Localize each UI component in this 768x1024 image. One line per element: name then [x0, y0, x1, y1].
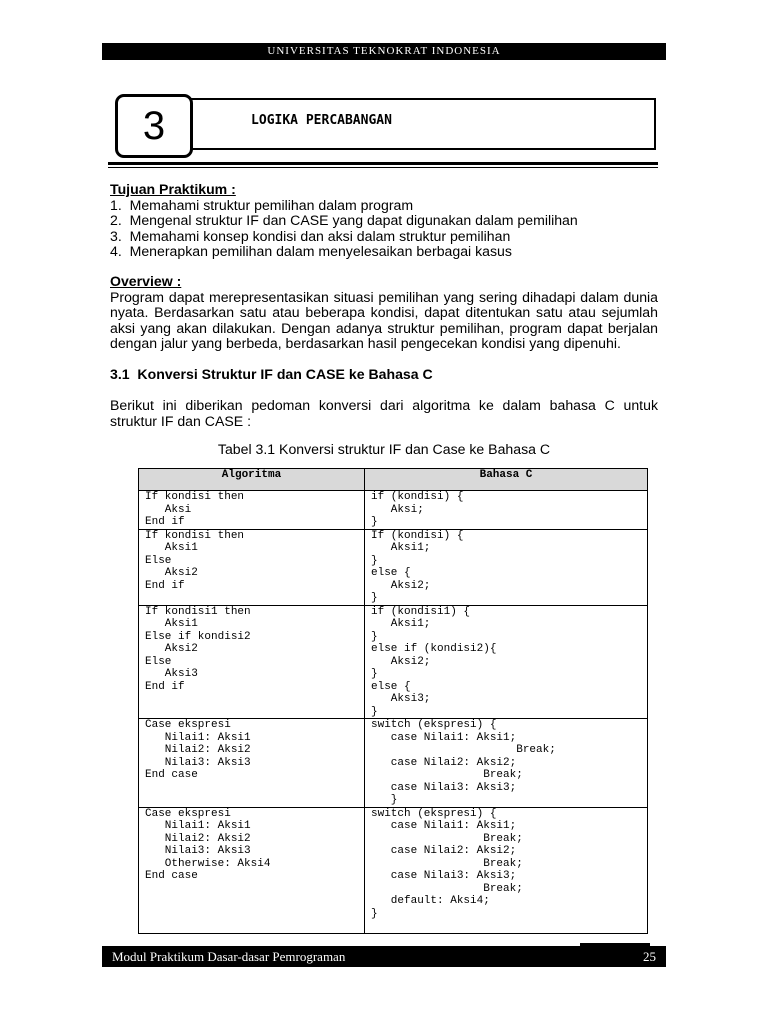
tujuan-heading: Tujuan Praktikum :: [110, 181, 236, 197]
overview-line: Program dapat merepresentasikan situasi pemilihan yang sering dihadapi dalam dunia: [110, 288, 658, 305]
chapter-number-box: [115, 94, 193, 158]
c-code: switch (ekspresi) { case Nilai1: Aksi1; Break; case Nilai2: Aksi2; Break; case Nilai3: Aksi3; Break; default: Aksi4; }: [371, 807, 523, 920]
algo-code: If kondisi1 then Aksi1 Else if kondisi2 Aksi2 Else Aksi3 End if: [145, 605, 251, 693]
c-code: if (kondisi) { Aksi; }: [371, 491, 464, 528]
title-rule-thin: [108, 167, 658, 168]
table-row: [139, 719, 648, 808]
chapter-number: 3: [142, 104, 166, 148]
title-rule-thick: [108, 162, 658, 165]
page-number: 25: [643, 949, 656, 964]
algo-code: If kondisi then Aksi End if: [145, 491, 245, 528]
table-header-row: [139, 469, 648, 491]
running-header: [102, 43, 666, 60]
tujuan-item: 1. Memahami struktur pemilihan dalam program: [110, 196, 414, 213]
tujuan-item: 3. Memahami konsep kondisi dan aksi dalam struktur pemilihan: [110, 227, 511, 244]
algo-code: Case ekspresi Nilai1: Aksi1 Nilai2: Aksi2 Nilai3: Aksi3 End case: [145, 719, 251, 781]
c-code: switch (ekspresi) { case Nilai1: Aksi1; Break; case Nilai2: Aksi2; Break; case Nilai3: Aksi3; }: [371, 719, 556, 806]
table-row: [139, 605, 648, 719]
algo-cell: [139, 605, 365, 719]
overview-line: aksi yang akan dilakukan. Dengan adanya struktur pemilihan, program dapat berjalan: [110, 319, 658, 336]
table-row: [139, 491, 648, 530]
table-caption: Tabel 3.1 Konversi struktur IF dan Case ke Bahasa C: [217, 441, 551, 457]
algo-cell: [139, 719, 365, 808]
algo-cell: [139, 807, 365, 933]
tujuan-item: 2. Mengenal struktur IF dan CASE yang dapat digunakan dalam pemilihan: [110, 212, 578, 229]
c-cell: [365, 491, 648, 530]
intro-line: Berikut ini diberikan pedoman konversi dari algoritma ke dalam bahasa C untuk: [110, 397, 658, 413]
conversion-table: [138, 468, 648, 934]
overview-line: dengan jalur yang berbeda, berdasarkan hasil pengecekan kondisi yang dipenuhi.: [110, 335, 621, 352]
c-code: If (kondisi) { Aksi1; } else { Aksi2; }: [371, 529, 464, 604]
header-title: UNIVERSITAS TEKNOKRAT INDONESIA: [267, 45, 501, 57]
c-code: if (kondisi1) { Aksi1; } else if (kondisi2){ Aksi2; } else { Aksi3; }: [371, 605, 497, 718]
section-title: 3.1 Konversi Struktur IF dan CASE ke Bahasa C: [110, 366, 433, 382]
table-row: [139, 807, 648, 933]
chapter-title: LOGIKA PERCABANGAN: [251, 113, 392, 128]
footer-title: Modul Praktikum Dasar-dasar Pemrograman: [112, 949, 346, 964]
header-algoritma: Algoritma: [139, 469, 365, 491]
c-cell: [365, 529, 648, 605]
running-footer: [102, 946, 666, 967]
overview-line: nyata. Berdasarkan satu atau beberapa kondisi, dapat ditentukan satu atau sejumlah: [110, 304, 658, 321]
tujuan-item: 4. Menerapkan pemilihan dalam menyelesaikan berbagai kasus: [110, 243, 512, 260]
intro-line: struktur IF dan CASE :: [110, 412, 251, 429]
c-cell: [365, 719, 648, 808]
overview-heading: Overview :: [110, 273, 182, 289]
tujuan-section: [110, 182, 658, 260]
algo-code: If kondisi then Aksi1 Else Aksi2 End if: [145, 529, 245, 592]
section-intro: [110, 398, 658, 429]
algo-cell: [139, 491, 365, 530]
overview-section: [110, 274, 658, 352]
c-cell: [365, 605, 648, 719]
table-row: [139, 529, 648, 605]
header-bahasa-c: Bahasa C: [365, 469, 648, 491]
c-cell: [365, 807, 648, 933]
algo-cell: [139, 529, 365, 605]
algo-code: Case ekspresi Nilai1: Aksi1 Nilai2: Aksi2 Nilai3: Aksi3 Otherwise: Aksi4 End case: [145, 807, 271, 882]
